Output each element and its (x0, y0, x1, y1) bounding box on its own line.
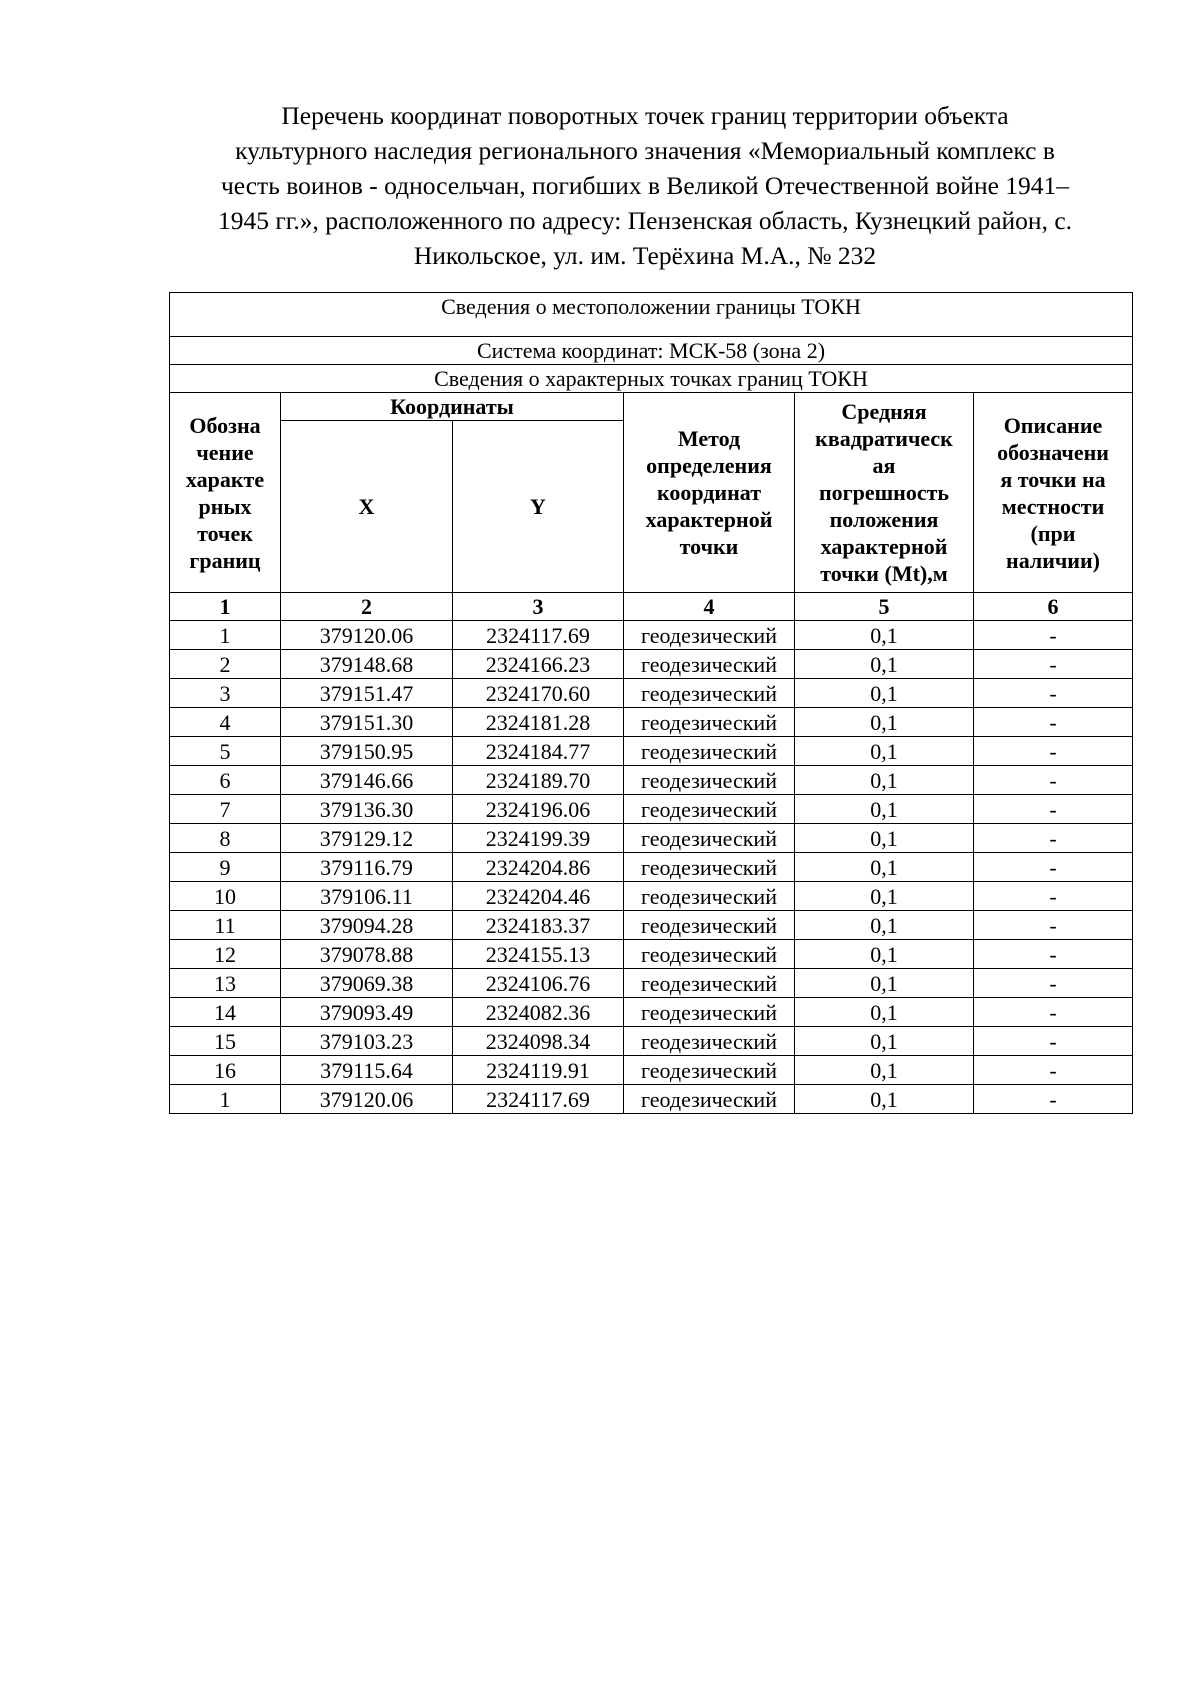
y-coordinate-cell: 2324155.13 (453, 940, 624, 969)
table-row (170, 998, 1133, 1027)
section-title: Сведения о местоположении границы ТОКН (170, 293, 1133, 337)
x-coordinate-cell: 379146.66 (281, 766, 453, 795)
header-error (795, 393, 974, 593)
error-cell: 0,1 (795, 766, 974, 795)
table-row (170, 708, 1133, 737)
description-cell: - (974, 650, 1133, 679)
point-number-cell: 13 (170, 969, 281, 998)
title-line: Перечень координат поворотных точек границ территории объекта (281, 101, 1009, 130)
header-description (974, 393, 1133, 593)
point-number-cell: 3 (170, 679, 281, 708)
description-cell: - (974, 911, 1133, 940)
coord-system-row (170, 337, 1133, 365)
coordinates-table (169, 292, 1133, 1114)
column-number: 3 (453, 593, 624, 621)
table-row (170, 737, 1133, 766)
header-text: местности (1001, 493, 1105, 519)
y-coordinate-cell: 2324204.46 (453, 882, 624, 911)
point-number-cell: 14 (170, 998, 281, 1027)
x-coordinate-cell: 379116.79 (281, 853, 453, 882)
point-number-cell: 6 (170, 766, 281, 795)
method-cell: геодезический (624, 969, 795, 998)
x-coordinate-cell: 379151.47 (281, 679, 453, 708)
x-coordinate-cell: 379069.38 (281, 969, 453, 998)
header-y: Y (453, 421, 624, 593)
section-title-row (170, 293, 1133, 337)
y-coordinate-cell: 2324117.69 (453, 621, 624, 650)
table-row (170, 1027, 1133, 1056)
y-coordinate-cell: 2324204.86 (453, 853, 624, 882)
point-number-cell: 2 (170, 650, 281, 679)
y-coordinate-cell: 2324106.76 (453, 969, 624, 998)
header-text: Обозна (189, 412, 261, 438)
error-cell: 0,1 (795, 998, 974, 1027)
table-row (170, 795, 1133, 824)
header-text: определения (646, 453, 772, 478)
x-coordinate-cell: 379094.28 (281, 911, 453, 940)
coord-system: Система координат: МСК-58 (зона 2) (170, 337, 1133, 365)
header-designation (170, 393, 281, 593)
x-coordinate-cell: 379120.06 (281, 621, 453, 650)
header-coordinates: Координаты (281, 393, 624, 421)
table-row (170, 766, 1133, 795)
method-cell: геодезический (624, 1056, 795, 1085)
point-number-cell: 9 (170, 853, 281, 882)
header-text: ая (872, 453, 896, 478)
x-coordinate-cell: 379150.95 (281, 737, 453, 766)
method-cell: геодезический (624, 621, 795, 650)
header-text: я точки на (1000, 466, 1106, 492)
point-number-cell: 11 (170, 911, 281, 940)
method-cell: геодезический (624, 737, 795, 766)
x-coordinate-cell: 379093.49 (281, 998, 453, 1027)
description-cell: - (974, 766, 1133, 795)
description-cell: - (974, 1027, 1133, 1056)
y-coordinate-cell: 2324184.77 (453, 737, 624, 766)
method-cell: геодезический (624, 795, 795, 824)
header-text: погрешность (818, 480, 950, 505)
table-row (170, 911, 1133, 940)
method-cell: геодезический (624, 1085, 795, 1114)
header-method (624, 393, 795, 593)
table-row (170, 940, 1133, 969)
y-coordinate-cell: 2324181.28 (453, 708, 624, 737)
table-row (170, 1056, 1133, 1085)
error-cell: 0,1 (795, 1056, 974, 1085)
description-cell: - (974, 882, 1133, 911)
error-cell: 0,1 (795, 911, 974, 940)
method-cell: геодезический (624, 650, 795, 679)
y-coordinate-cell: 2324196.06 (453, 795, 624, 824)
point-number-cell: 4 (170, 708, 281, 737)
description-cell: - (974, 1085, 1133, 1114)
error-cell: 0,1 (795, 969, 974, 998)
x-coordinate-cell: 379129.12 (281, 824, 453, 853)
error-cell: 0,1 (795, 650, 974, 679)
header-text: Описание (1003, 412, 1103, 438)
method-cell: геодезический (624, 911, 795, 940)
description-cell: - (974, 998, 1133, 1027)
title-line: честь воинов - односельчан, погибших в Великой Отечественной войне 1941– (220, 171, 1070, 200)
error-cell: 0,1 (795, 795, 974, 824)
header-text: квадратическ (815, 426, 953, 451)
point-number-cell: 16 (170, 1056, 281, 1085)
header-text: чение (196, 439, 254, 465)
y-coordinate-cell: 2324098.34 (453, 1027, 624, 1056)
method-cell: геодезический (624, 1027, 795, 1056)
table-row (170, 679, 1133, 708)
error-cell: 0,1 (795, 853, 974, 882)
header-text: (при (1030, 520, 1076, 546)
column-number: 4 (624, 593, 795, 621)
y-coordinate-cell: 2324170.60 (453, 679, 624, 708)
method-cell: геодезический (624, 824, 795, 853)
point-number-cell: 8 (170, 824, 281, 853)
table-row (170, 621, 1133, 650)
table-row (170, 824, 1133, 853)
point-number-cell: 1 (170, 621, 281, 650)
point-number-cell: 1 (170, 1085, 281, 1114)
header-row-1 (170, 393, 1133, 421)
header-text: обозначени (997, 439, 1109, 465)
points-title: Сведения о характерных точках границ ТОКН (170, 365, 1133, 393)
header-text: координат (656, 480, 762, 505)
x-coordinate-cell: 379151.30 (281, 708, 453, 737)
error-cell: 0,1 (795, 621, 974, 650)
header-text: границ (189, 547, 261, 573)
description-cell: - (974, 824, 1133, 853)
description-cell: - (974, 940, 1133, 969)
x-coordinate-cell: 379115.64 (281, 1056, 453, 1085)
column-number: 1 (170, 593, 281, 621)
title-line: культурного наследия регионального значения «Мемориальный комплекс в (235, 136, 1055, 165)
column-number: 2 (281, 593, 453, 621)
column-number: 5 (795, 593, 974, 621)
description-cell: - (974, 679, 1133, 708)
description-cell: - (974, 737, 1133, 766)
description-cell: - (974, 1056, 1133, 1085)
table-row (170, 1085, 1133, 1114)
y-coordinate-cell: 2324166.23 (453, 650, 624, 679)
x-coordinate-cell: 379136.30 (281, 795, 453, 824)
method-cell: геодезический (624, 998, 795, 1027)
header-text: наличии) (1006, 547, 1100, 573)
error-cell: 0,1 (795, 1085, 974, 1114)
point-number-cell: 15 (170, 1027, 281, 1056)
table-row (170, 969, 1133, 998)
method-cell: геодезический (624, 940, 795, 969)
method-cell: геодезический (624, 853, 795, 882)
method-cell: геодезический (624, 882, 795, 911)
error-cell: 0,1 (795, 1027, 974, 1056)
header-text: характерной (645, 507, 773, 532)
method-cell: геодезический (624, 708, 795, 737)
description-cell: - (974, 853, 1133, 882)
header-x: X (281, 421, 453, 593)
x-coordinate-cell: 379148.68 (281, 650, 453, 679)
header-text: Метод (677, 426, 741, 451)
error-cell: 0,1 (795, 679, 974, 708)
point-number-cell: 10 (170, 882, 281, 911)
description-cell: - (974, 969, 1133, 998)
column-number: 6 (974, 593, 1133, 621)
error-cell: 0,1 (795, 708, 974, 737)
points-title-row (170, 365, 1133, 393)
header-text: положения (829, 507, 939, 532)
y-coordinate-cell: 2324119.91 (453, 1056, 624, 1085)
table-row (170, 650, 1133, 679)
error-cell: 0,1 (795, 737, 974, 766)
point-number-cell: 5 (170, 737, 281, 766)
method-cell: геодезический (624, 766, 795, 795)
error-cell: 0,1 (795, 940, 974, 969)
description-cell: - (974, 708, 1133, 737)
table-row (170, 853, 1133, 882)
error-cell: 0,1 (795, 882, 974, 911)
header-text: точки (679, 534, 739, 559)
error-cell: 0,1 (795, 824, 974, 853)
header-text: рных (198, 493, 252, 519)
column-numbers-row (170, 593, 1133, 621)
header-text: Средняя (841, 399, 927, 424)
y-coordinate-cell: 2324199.39 (453, 824, 624, 853)
point-number-cell: 12 (170, 940, 281, 969)
description-cell: - (974, 621, 1133, 650)
x-coordinate-cell: 379120.06 (281, 1085, 453, 1114)
header-text: характе (185, 466, 265, 492)
y-coordinate-cell: 2324082.36 (453, 998, 624, 1027)
method-cell: геодезический (624, 679, 795, 708)
header-text: точки (Mt),м (820, 561, 948, 586)
table-row (170, 882, 1133, 911)
description-cell: - (974, 795, 1133, 824)
title-line: Никольское, ул. им. Терёхина М.А., № 232 (413, 241, 877, 270)
header-text: характерной (820, 534, 948, 559)
x-coordinate-cell: 379078.88 (281, 940, 453, 969)
y-coordinate-cell: 2324189.70 (453, 766, 624, 795)
x-coordinate-cell: 379106.11 (281, 882, 453, 911)
y-coordinate-cell: 2324183.37 (453, 911, 624, 940)
point-number-cell: 7 (170, 795, 281, 824)
document-title (170, 98, 1120, 273)
title-line: 1945 гг.», расположенного по адресу: Пензенская область, Кузнецкий район, с. (217, 206, 1073, 235)
header-text: точек (197, 520, 253, 546)
x-coordinate-cell: 379103.23 (281, 1027, 453, 1056)
y-coordinate-cell: 2324117.69 (453, 1085, 624, 1114)
